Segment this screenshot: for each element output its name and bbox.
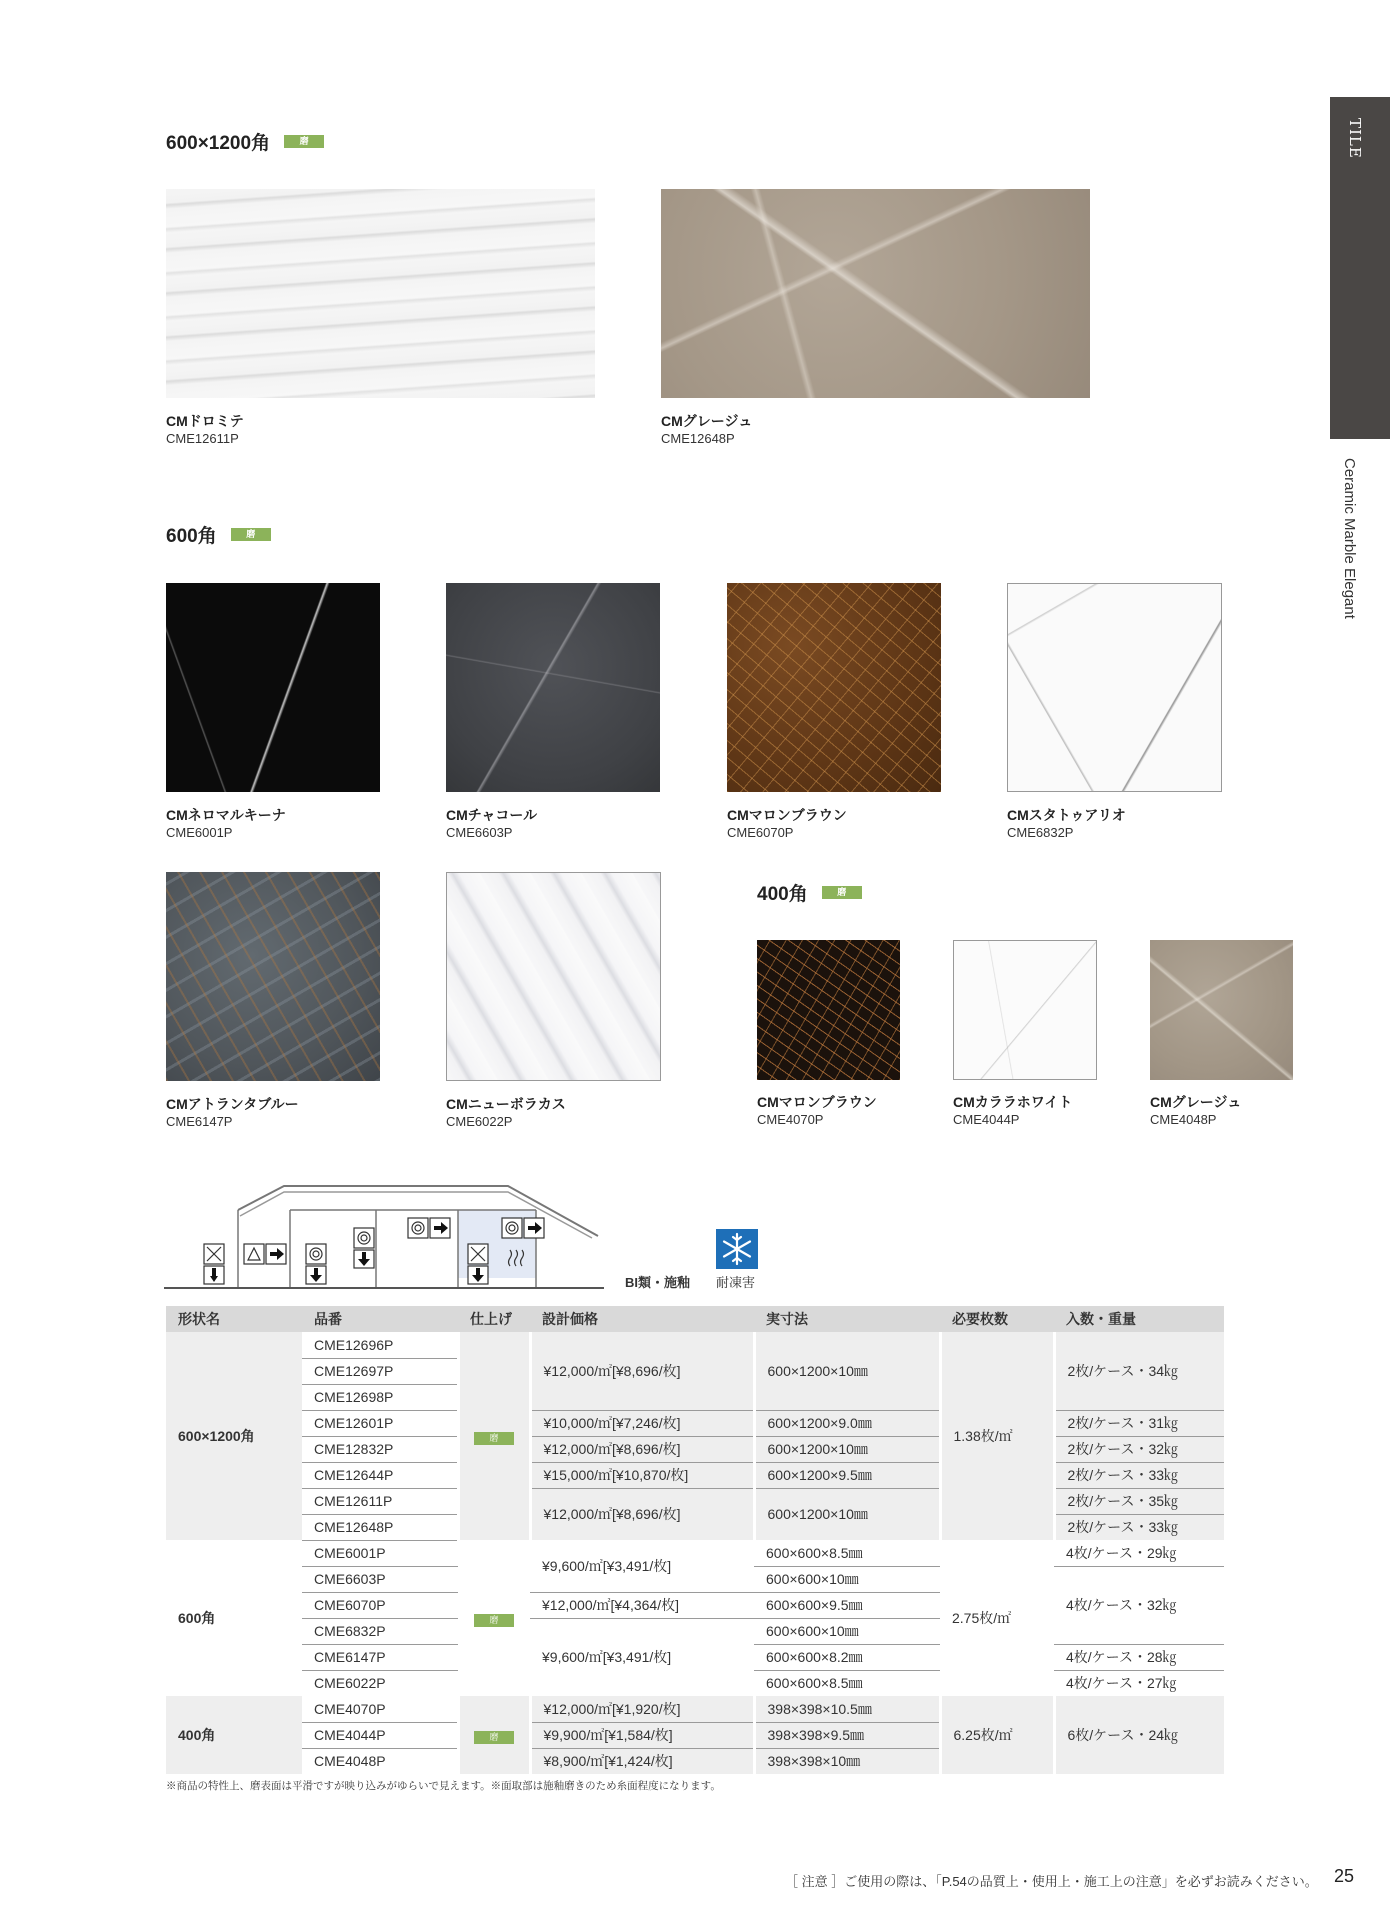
caution-note: ［ 注意 ］ご使用の際は、「P.54の品質上・使用上・施工上の注意」を必ずお読みください。 [785,1874,1318,1889]
finish-badge: 磨 [231,528,271,541]
tile-name: CMネロマルキーナ [166,807,286,823]
tile-name: CMグレージュ [661,413,753,429]
tile-code: CME6070P [727,825,794,840]
size-cell: 600×1200×10㎜ [754,1436,940,1462]
tile-code: CME12648P [661,431,735,446]
tile-code: CME6832P [1007,825,1074,840]
section-title-text: 600×1200角 [166,133,271,154]
tile-name: CMアトランタブルー [166,1096,299,1112]
table-row [166,1436,1224,1462]
tile-name: CMドロミテ [166,413,244,429]
size-cell: 600×1200×10㎜ [754,1488,940,1540]
price-cell: ¥12,000/㎡[¥1,920/枚] [530,1696,754,1722]
size-cell: 600×600×10㎜ [754,1618,940,1644]
price-cell: ¥15,000/㎡[¥10,870/枚] [530,1462,754,1488]
pack-cell: 4枚/ケース・27㎏ [1066,1675,1177,1692]
tile-code: CME4044P [953,1112,1020,1127]
header-finish: 仕上げ [458,1306,530,1332]
code-cell: CME12832P [302,1436,458,1462]
pack-cell: 2枚/ケース・31㎏ [1054,1410,1224,1436]
table-row [166,1540,1224,1566]
required-cell: 1.38枚/㎡ [940,1332,1054,1540]
tile-image-dolomite [166,189,595,398]
table-row [166,1332,1224,1358]
tile-name: CMスタトゥアリオ [1007,807,1126,823]
finish-badge: 磨 [474,1614,514,1627]
code-cell: CME6832P [302,1618,458,1644]
tile-image-carrara-white [953,940,1097,1080]
finish-cell [458,1696,530,1774]
price-cell: ¥12,000/㎡[¥8,696/枚] [530,1488,754,1540]
header-price: 設計価格 [530,1306,754,1332]
table-header-row [166,1306,1224,1332]
pack-cell: 2枚/ケース・35㎏ [1054,1488,1224,1514]
code-cell: CME6022P [314,1675,386,1692]
section-title-text: 600角 [166,526,217,547]
code-cell: CME12698P [302,1384,458,1410]
code-cell: CME12696P [302,1332,458,1358]
tile-image-marron-brown-400 [757,940,900,1080]
price-cell: ¥10,000/㎡[¥7,246/枚] [530,1410,754,1436]
section-title-600x1200 [166,128,324,155]
tile-code: CME6603P [446,825,513,840]
required-cell: 6.25枚/㎡ [940,1696,1054,1774]
tile-code: CME6022P [446,1114,513,1129]
finish-badge: 磨 [284,135,324,148]
size-cell: 600×1200×9.5㎜ [754,1462,940,1488]
tile-image-marron-brown [727,583,941,792]
shape-cell: 600×1200角 [166,1332,302,1540]
finish-badge: 磨 [474,1432,514,1445]
size-cell: 398×398×9.5㎜ [754,1722,940,1748]
code-cell: CME12611P [302,1488,458,1514]
tile-name: CMグレージュ [1150,1094,1242,1110]
frost-resistance-label: 耐凍害 [716,1275,756,1290]
pack-cell: 2枚/ケース・33㎏ [1054,1514,1224,1540]
table-row [166,1462,1224,1488]
size-cell: 600×600×8.5㎜ [766,1675,863,1692]
code-cell: CME4070P [302,1696,458,1722]
tile-code: CME12611P [166,431,239,446]
code-cell: CME6070P [302,1592,458,1618]
tile-image-charcoal [446,583,660,792]
code-cell: CME6603P [302,1566,458,1592]
side-tab-label: TILE [1346,118,1364,159]
price-cell: ¥12,000/㎡[¥4,364/枚] [530,1592,754,1618]
section-title-600 [166,521,271,548]
price-cell: ¥8,900/㎡[¥1,424/枚] [530,1748,754,1774]
tile-image-greige [661,189,1090,398]
size-cell: 600×600×10㎜ [754,1566,940,1592]
pack-cell: 2枚/ケース・34㎏ [1054,1332,1224,1410]
pack-cell: 4枚/ケース・32㎏ [1054,1566,1224,1644]
tile-code: CME4048P [1150,1112,1217,1127]
finish-cell [458,1540,530,1696]
tile-image-statuario [1007,583,1222,792]
size-cell: 600×600×8.2㎜ [754,1644,940,1670]
tile-code: CME6001P [166,825,233,840]
tile-image-new-volakas [446,872,661,1081]
tile-image-nero-marquina [166,583,380,792]
section-title-text: 400角 [757,884,808,905]
table-row [166,1696,1224,1722]
page-number: 25 [1334,1866,1355,1886]
code-cell: CME12648P [302,1514,458,1540]
finish-badge: 磨 [474,1731,514,1744]
pack-cell: 6枚/ケース・24㎏ [1054,1696,1224,1774]
code-cell: CME6001P [302,1540,458,1566]
size-cell: 600×600×8.5㎜ [754,1540,940,1566]
tile-name: CMチャコール [446,807,538,823]
pack-cell: 4枚/ケース・28㎏ [1054,1644,1224,1670]
price-cell: ¥12,000/㎡[¥8,696/枚] [530,1332,754,1410]
tile-name: CMカララホワイト [953,1094,1073,1110]
table-row [166,1410,1224,1436]
size-cell: 600×600×9.5㎜ [754,1592,940,1618]
price-cell: ¥9,600/㎡[¥3,491/枚] [530,1540,754,1592]
finish-badge: 磨 [822,886,862,899]
tile-image-greige-400 [1150,940,1293,1080]
header-required: 必要枚数 [940,1306,1054,1332]
header-code: 品番 [302,1306,458,1332]
code-cell: CME6147P [302,1644,458,1670]
code-cell: CME4048P [302,1748,458,1774]
usage-location-diagram [164,1180,604,1292]
bi-class-label: BI類・施釉 [625,1275,691,1290]
tile-image-atlantic-blue [166,872,380,1081]
size-cell: 398×398×10.5㎜ [754,1696,940,1722]
pack-cell: 4枚/ケース・29㎏ [1054,1540,1224,1566]
price-cell: ¥9,600/㎡[¥3,491/枚] [542,1649,672,1666]
finish-cell [458,1332,530,1540]
required-cell: 2.75枚/㎡ [952,1610,1012,1626]
shape-cell: 400角 [166,1696,302,1774]
tile-name: CMマロンブラウン [727,807,847,823]
size-cell: 600×1200×10㎜ [754,1332,940,1410]
tile-name: CMマロンブラウン [757,1094,877,1110]
code-cell: CME12644P [302,1462,458,1488]
price-cell: ¥9,900/㎡[¥1,584/枚] [530,1722,754,1748]
header-pack: 入数・重量 [1054,1306,1224,1332]
shape-cell: 600角 [166,1540,302,1696]
header-shape: 形状名 [166,1306,302,1332]
price-cell: ¥12,000/㎡[¥8,696/枚] [530,1436,754,1462]
tile-code: CME4070P [757,1112,824,1127]
tile-name: CMニューボラカス [446,1096,566,1112]
size-cell: 398×398×10㎜ [754,1748,940,1774]
tile-code: CME6147P [166,1114,233,1129]
pack-cell: 2枚/ケース・33㎏ [1054,1462,1224,1488]
pack-cell: 2枚/ケース・32㎏ [1054,1436,1224,1462]
table-footnote: ※商品の特性上、磨表面は平滑ですが映り込みがゆらいで見えます。※面取部は施釉磨きのため糸面程度になります。 [166,1780,721,1792]
section-title-400 [757,879,862,906]
code-cell: CME12697P [302,1358,458,1384]
code-cell: CME4044P [302,1722,458,1748]
table-row [166,1488,1224,1514]
series-name: Ceramic Marble Elegant [1341,458,1358,619]
size-cell: 600×1200×9.0㎜ [754,1410,940,1436]
header-size: 実寸法 [754,1306,940,1332]
spec-table [166,1306,1224,1774]
snowflake-icon [716,1229,758,1269]
code-cell: CME12601P [302,1410,458,1436]
